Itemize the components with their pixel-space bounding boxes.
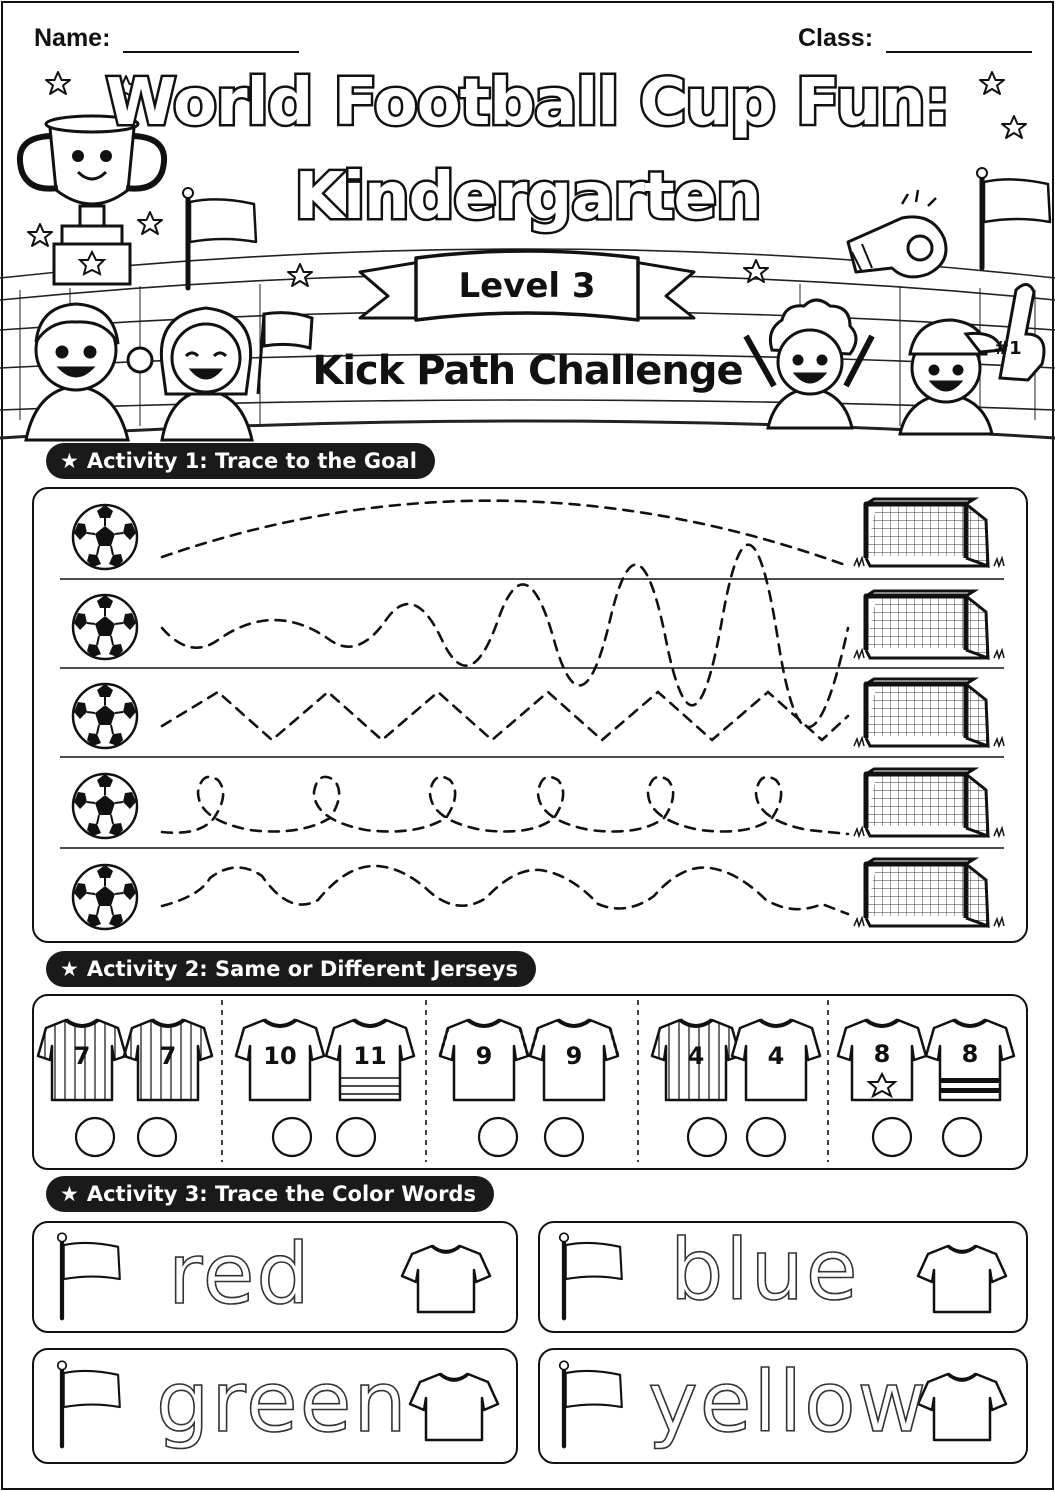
- jersey-number: 10: [263, 1042, 297, 1070]
- title-line-1: World Football Cup Fun:: [105, 66, 950, 140]
- trace-word-blue[interactable]: blue: [670, 1221, 860, 1319]
- name-field[interactable]: [34, 24, 299, 53]
- trace-word-yellow[interactable]: yellow: [648, 1353, 929, 1451]
- class-input-line[interactable]: [886, 29, 1032, 53]
- activity2-panel: [32, 994, 1028, 1170]
- trace-word-green[interactable]: green: [156, 1353, 409, 1451]
- activity1-heading-text: Activity 1: Trace to the Goal: [86, 449, 417, 473]
- star-icon: ★: [60, 957, 79, 981]
- activity1-heading: [46, 443, 435, 479]
- jersey-number: 7: [159, 1042, 177, 1070]
- class-label: Class:: [798, 24, 874, 52]
- star-icon: ★: [60, 449, 79, 473]
- level-label: Level 3: [458, 266, 596, 306]
- name-input-line[interactable]: [123, 29, 299, 53]
- page-subtitle: Kick Path Challenge: [312, 348, 743, 394]
- fan-sign-text: #1: [994, 338, 1022, 359]
- jersey-number: 7: [73, 1042, 91, 1070]
- activity3-heading-text: Activity 3: Trace the Color Words: [86, 1182, 476, 1206]
- jersey-number: 11: [353, 1042, 387, 1070]
- activity2-heading: [46, 951, 536, 987]
- jersey-number: 8: [873, 1040, 891, 1068]
- jersey-number: 9: [475, 1042, 493, 1070]
- name-label: Name:: [34, 24, 111, 52]
- jersey-number: 4: [687, 1042, 705, 1070]
- activity3-heading: [46, 1176, 494, 1212]
- activity2-heading-text: Activity 2: Same or Different Jerseys: [86, 957, 518, 981]
- jersey-number: 9: [565, 1042, 583, 1070]
- activity1-panel: [32, 487, 1028, 943]
- jersey-number: 4: [767, 1042, 785, 1070]
- jersey-number: 8: [961, 1040, 979, 1068]
- trace-word-red[interactable]: red: [168, 1225, 312, 1323]
- title-line-2: Kindergarten: [294, 160, 761, 234]
- star-icon: ★: [60, 1182, 79, 1206]
- class-field[interactable]: [798, 24, 1032, 53]
